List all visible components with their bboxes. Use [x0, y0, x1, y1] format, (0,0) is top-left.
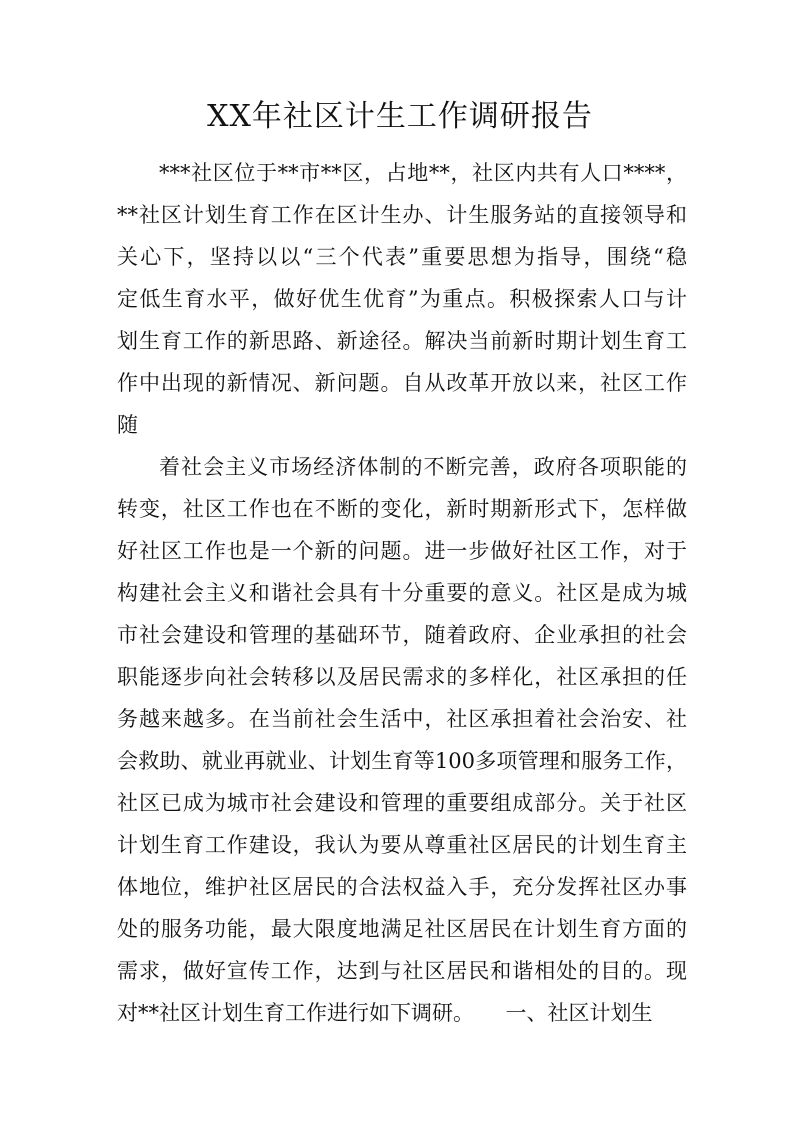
paragraph-line: 体地位，维护社区居民的合法权益入手，充分发挥社区办事: [117, 875, 687, 899]
paragraph-line: ***社区位于**市**区，占地**，社区内共有人口****，: [159, 161, 687, 185]
paragraph-line: 划生育工作的新思路、新途径。解决当前新时期计划生育工: [117, 329, 687, 353]
paragraph-1: [117, 152, 687, 446]
paragraph-line: 计划生育工作建设，我认为要从尊重社区居民的计划生育主: [117, 833, 687, 857]
paragraph-line: 会救助、就业再就业、计划生育等100多项管理和服务工作，: [117, 749, 687, 773]
document-title: XX年社区计生工作调研报告: [207, 99, 593, 134]
paragraph-line: 作中出现的新情况、新问题。自从改革开放以来，社区工作: [117, 371, 687, 395]
document-body: [117, 152, 687, 1034]
paragraph-line: 需求，做好宣传工作，达到与社区居民和谐相处的目的。现: [117, 959, 687, 983]
paragraph-line: 社区已成为城市社会建设和管理的重要组成部分。关于社区: [117, 791, 687, 815]
paragraph-line: **社区计划生育工作在区计生办、计生服务站的直接领导和: [117, 203, 687, 227]
paragraph-line: 随: [117, 413, 138, 437]
paragraph-line: 构建社会主义和谐社会具有十分重要的意义。社区是成为城: [117, 581, 687, 605]
paragraph-line: 处的服务功能，最大限度地满足社区居民在计划生育方面的: [117, 917, 687, 941]
paragraph-line: 好社区工作也是一个新的问题。进一步做好社区工作，对于: [117, 539, 687, 563]
paragraph-line: 关心下，坚持以以“三个代表”重要思想为指导，围绕“稳: [117, 245, 687, 269]
paragraph-line: 务越来越多。在当前社会生活中，社区承担着社会治安、社: [117, 707, 687, 731]
paragraph-line: 转变，社区工作也在不断的变化，新时期新形式下，怎样做: [117, 497, 687, 521]
paragraph-line: 对**社区计划生育工作进行如下调研。 一、社区计划生: [117, 1001, 653, 1025]
paragraph-line: 着社会主义市场经济体制的不断完善，政府各项职能的: [159, 455, 687, 479]
paragraph-2: [117, 446, 687, 1034]
paragraph-line: 定低生育水平，做好优生优育”为重点。积极探索人口与计: [117, 287, 687, 311]
paragraph-line: 职能逐步向社会转移以及居民需求的多样化，社区承担的任: [117, 665, 687, 689]
paragraph-line: 市社会建设和管理的基础环节，随着政府、企业承担的社会: [117, 623, 687, 647]
